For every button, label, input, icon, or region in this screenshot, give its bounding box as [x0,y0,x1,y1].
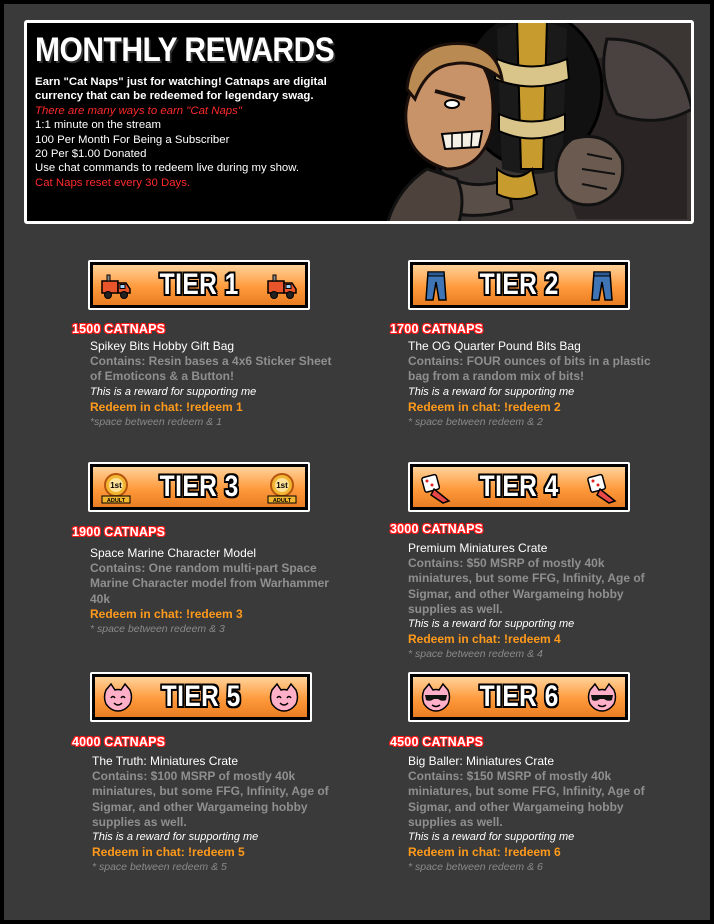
header-description [35,75,375,190]
reward-contents: Contains: One random multi-part Space Marine Character model from Warhammer 40k [90,561,329,606]
reward-contents: Contains: $100 MSRP of mostly 40k miniatures, but some FFG, Infinity, Age of Sigmar, and other Wargameing hobby supplies as well. [92,769,329,829]
cat-face-icon [101,681,135,715]
medal-caption: ADULT [272,498,292,504]
cat-face-icon [267,681,301,715]
tier-3-details [90,546,340,637]
medal-caption: ADULT [106,498,126,504]
reward-name: The Truth: Miniatures Crate [92,754,239,768]
ways-heading: There are many ways to earn "Cat Naps" [35,104,242,117]
redeem-command: Redeem in chat: !redeem 6 [408,845,561,860]
redeem-command: Redeem in chat: !redeem 2 [408,399,561,414]
tier-cost: 1500 CATNAPS [72,322,166,336]
tier-3-banner [88,462,310,512]
medal-number: 1st [110,481,122,490]
cool-cat-icon [419,681,453,715]
redeem-note: * space between redeem & 2 [408,416,543,429]
tier-label: TIER 5 [161,680,241,713]
redeem-note: * space between redeem & 5 [92,861,227,874]
redeem-note: * space between redeem & 4 [408,648,543,661]
redeem-command: Redeem in chat: !redeem 5 [92,845,245,860]
redeem-note: * space between redeem & 3 [90,623,225,636]
intro-text: Earn "Cat Naps" just for watching! Catnaps are digital currency that can be redeemed for legendary swag. [35,76,327,103]
tier-cost: 4500 CATNAPS [390,735,484,749]
jeans-icon [585,269,619,303]
reward-contents: Contains: $150 MSRP of mostly 40k miniatures, but some FFG, Infinity, Age of Sigmar, and other Wargameing hobby supplies as well. [408,769,645,829]
tier-6-details [408,754,658,876]
tier-cost: 3000 CATNAPS [390,522,484,536]
tier-1-details [90,339,340,430]
tier-5-details [92,754,342,876]
support-note: This is a reward for supporting me [90,385,257,398]
way-item: 1:1 minute on the stream [35,119,161,132]
redeem-command: Redeem in chat: !redeem 1 [90,399,243,414]
support-note: This is a reward for supporting me [92,831,259,844]
page-title: MONTHLY REWARDS [35,31,335,69]
tier-6-banner [408,672,630,722]
redeem-note: * space between redeem & 6 [408,861,543,874]
redeem-command: Redeem in chat: !redeem 4 [408,632,561,647]
jeans-icon [419,269,453,303]
support-note: This is a reward for supporting me [408,618,575,631]
reward-contents: Contains: Resin bases a 4x6 Sticker Sheet of Emoticons & a Button! [90,354,332,384]
tier-4-details [408,541,658,663]
way-item: 100 Per Month For Being a Subscriber [35,133,230,146]
medal-icon [265,471,299,505]
tier-cost: 1700 CATNAPS [390,322,484,336]
tier-2-banner [408,260,630,310]
rewards-header [24,20,694,224]
truck-icon [99,269,133,303]
dice-icon [585,471,619,505]
medal-icon [99,471,133,505]
tier-1-banner [88,260,310,310]
reset-note: Cat Naps reset every 30 Days. [35,176,191,189]
tier-4-banner [408,462,630,512]
reward-name: Spikey Bits Hobby Gift Bag [90,339,235,353]
reward-name: The OG Quarter Pound Bits Bag [408,339,581,353]
way-item: 20 Per $1.00 Donated [35,148,147,161]
support-note: This is a reward for supporting me [408,831,575,844]
tier-2-details [408,339,658,430]
medal-number: 1st [276,481,288,490]
tier-label: TIER 6 [479,680,559,713]
reward-name: Big Baller: Miniatures Crate [408,754,555,768]
tier-cost: 4000 CATNAPS [72,735,166,749]
redeem-command: Redeem in chat: !redeem 3 [90,606,243,621]
tier-cost: 1900 CATNAPS [72,525,166,539]
support-note: This is a reward for supporting me [408,385,575,398]
way-item: Use chat commands to redeem live during my show. [35,162,299,175]
redeem-note: *space between redeem & 1 [90,416,222,429]
reward-name: Premium Miniatures Crate [408,541,548,555]
hero-character-illustration [357,20,694,224]
tier-label: TIER 3 [159,470,239,503]
tier-label: TIER 2 [479,268,559,301]
cool-cat-icon [585,681,619,715]
tier-label: TIER 4 [479,470,559,503]
reward-name: Space Marine Character Model [90,546,257,560]
dice-icon [419,471,453,505]
reward-contents: Contains: FOUR ounces of bits in a plastic bag from a random mix of bits! [408,354,651,384]
tier-5-banner [90,672,312,722]
truck-icon [265,269,299,303]
tier-label: TIER 1 [159,268,239,301]
reward-contents: Contains: $50 MSRP of mostly 40k miniatures, but some FFG, Infinity, Age of Sigmar, and other Wargameing hobby supplies as well. [408,556,645,616]
